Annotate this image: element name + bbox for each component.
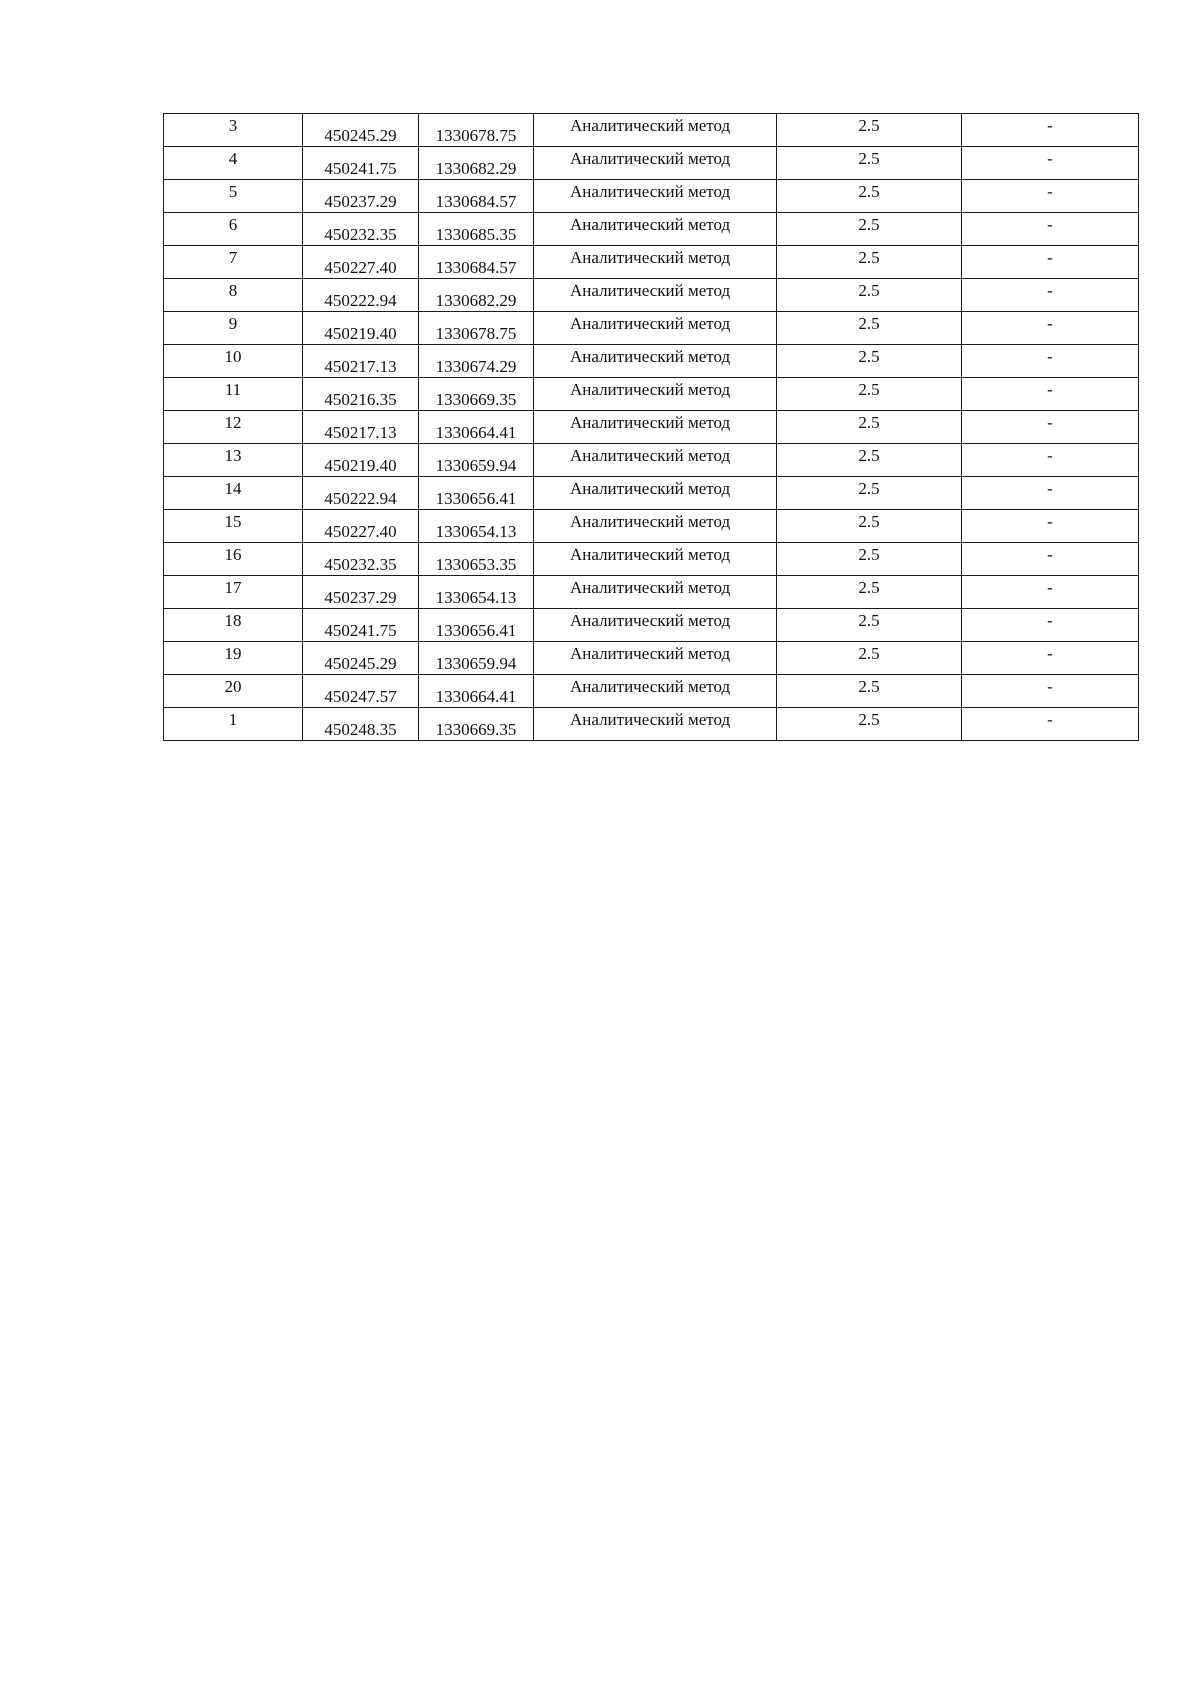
point-number-cell: 16: [164, 543, 303, 576]
x-coordinate-cell: 450227.40: [303, 510, 419, 543]
method-cell: Аналитический метод: [534, 510, 777, 543]
method-cell: Аналитический метод: [534, 345, 777, 378]
y-coordinate-cell: 1330684.57: [419, 180, 534, 213]
y-coordinate-cell: 1330656.41: [419, 609, 534, 642]
y-coordinate-cell: 1330682.29: [419, 279, 534, 312]
table-row: [164, 312, 1139, 345]
table-row: [164, 543, 1139, 576]
table-row: [164, 246, 1139, 279]
table-row: [164, 180, 1139, 213]
x-coordinate-cell: 450245.29: [303, 642, 419, 675]
description-cell: -: [962, 642, 1139, 675]
point-number-cell: 15: [164, 510, 303, 543]
accuracy-cell: 2.5: [777, 576, 962, 609]
table-row: [164, 147, 1139, 180]
method-cell: Аналитический метод: [534, 576, 777, 609]
point-number-cell: 19: [164, 642, 303, 675]
x-coordinate-cell: 450248.35: [303, 708, 419, 741]
method-cell: Аналитический метод: [534, 213, 777, 246]
table-row: [164, 213, 1139, 246]
accuracy-cell: 2.5: [777, 708, 962, 741]
accuracy-cell: 2.5: [777, 246, 962, 279]
accuracy-cell: 2.5: [777, 510, 962, 543]
x-coordinate-cell: 450217.13: [303, 345, 419, 378]
description-cell: -: [962, 180, 1139, 213]
y-coordinate-cell: 1330659.94: [419, 444, 534, 477]
description-cell: -: [962, 444, 1139, 477]
method-cell: Аналитический метод: [534, 246, 777, 279]
point-number-cell: 1: [164, 708, 303, 741]
y-coordinate-cell: 1330684.57: [419, 246, 534, 279]
method-cell: Аналитический метод: [534, 147, 777, 180]
x-coordinate-cell: 450219.40: [303, 312, 419, 345]
accuracy-cell: 2.5: [777, 378, 962, 411]
table-row: [164, 411, 1139, 444]
point-number-cell: 3: [164, 114, 303, 147]
description-cell: -: [962, 147, 1139, 180]
description-cell: -: [962, 675, 1139, 708]
x-coordinate-cell: 450232.35: [303, 213, 419, 246]
table-row: [164, 477, 1139, 510]
y-coordinate-cell: 1330674.29: [419, 345, 534, 378]
description-cell: -: [962, 213, 1139, 246]
accuracy-cell: 2.5: [777, 345, 962, 378]
y-coordinate-cell: 1330669.35: [419, 708, 534, 741]
x-coordinate-cell: 450222.94: [303, 279, 419, 312]
y-coordinate-cell: 1330653.35: [419, 543, 534, 576]
table-row: [164, 576, 1139, 609]
description-cell: -: [962, 411, 1139, 444]
point-number-cell: 12: [164, 411, 303, 444]
x-coordinate-cell: 450247.57: [303, 675, 419, 708]
x-coordinate-cell: 450237.29: [303, 180, 419, 213]
method-cell: Аналитический метод: [534, 609, 777, 642]
x-coordinate-cell: 450227.40: [303, 246, 419, 279]
table-row: [164, 642, 1139, 675]
table-row: [164, 444, 1139, 477]
description-cell: -: [962, 114, 1139, 147]
accuracy-cell: 2.5: [777, 609, 962, 642]
point-number-cell: 17: [164, 576, 303, 609]
y-coordinate-cell: 1330664.41: [419, 675, 534, 708]
point-number-cell: 7: [164, 246, 303, 279]
x-coordinate-cell: 450245.29: [303, 114, 419, 147]
y-coordinate-cell: 1330678.75: [419, 114, 534, 147]
point-number-cell: 18: [164, 609, 303, 642]
method-cell: Аналитический метод: [534, 477, 777, 510]
description-cell: -: [962, 378, 1139, 411]
y-coordinate-cell: 1330669.35: [419, 378, 534, 411]
table-row: [164, 609, 1139, 642]
method-cell: Аналитический метод: [534, 444, 777, 477]
description-cell: -: [962, 543, 1139, 576]
description-cell: -: [962, 510, 1139, 543]
y-coordinate-cell: 1330659.94: [419, 642, 534, 675]
description-cell: -: [962, 477, 1139, 510]
accuracy-cell: 2.5: [777, 114, 962, 147]
accuracy-cell: 2.5: [777, 312, 962, 345]
description-cell: -: [962, 279, 1139, 312]
y-coordinate-cell: 1330685.35: [419, 213, 534, 246]
x-coordinate-cell: 450241.75: [303, 609, 419, 642]
point-number-cell: 5: [164, 180, 303, 213]
method-cell: Аналитический метод: [534, 312, 777, 345]
point-number-cell: 13: [164, 444, 303, 477]
point-number-cell: 20: [164, 675, 303, 708]
point-number-cell: 9: [164, 312, 303, 345]
description-cell: -: [962, 609, 1139, 642]
method-cell: Аналитический метод: [534, 642, 777, 675]
accuracy-cell: 2.5: [777, 675, 962, 708]
y-coordinate-cell: 1330664.41: [419, 411, 534, 444]
method-cell: Аналитический метод: [534, 279, 777, 312]
method-cell: Аналитический метод: [534, 378, 777, 411]
x-coordinate-cell: 450241.75: [303, 147, 419, 180]
method-cell: Аналитический метод: [534, 708, 777, 741]
y-coordinate-cell: 1330678.75: [419, 312, 534, 345]
method-cell: Аналитический метод: [534, 114, 777, 147]
point-number-cell: 14: [164, 477, 303, 510]
accuracy-cell: 2.5: [777, 642, 962, 675]
accuracy-cell: 2.5: [777, 147, 962, 180]
table-row: [164, 345, 1139, 378]
accuracy-cell: 2.5: [777, 444, 962, 477]
accuracy-cell: 2.5: [777, 477, 962, 510]
table-row: [164, 378, 1139, 411]
table-row: [164, 675, 1139, 708]
x-coordinate-cell: 450219.40: [303, 444, 419, 477]
description-cell: -: [962, 576, 1139, 609]
description-cell: -: [962, 345, 1139, 378]
accuracy-cell: 2.5: [777, 543, 962, 576]
table-row: [164, 114, 1139, 147]
table-row: [164, 510, 1139, 543]
point-number-cell: 11: [164, 378, 303, 411]
accuracy-cell: 2.5: [777, 180, 962, 213]
accuracy-cell: 2.5: [777, 279, 962, 312]
x-coordinate-cell: 450217.13: [303, 411, 419, 444]
accuracy-cell: 2.5: [777, 213, 962, 246]
table-row: [164, 708, 1139, 741]
coordinates-table-body: [164, 114, 1139, 741]
accuracy-cell: 2.5: [777, 411, 962, 444]
description-cell: -: [962, 246, 1139, 279]
point-number-cell: 6: [164, 213, 303, 246]
description-cell: -: [962, 708, 1139, 741]
y-coordinate-cell: 1330682.29: [419, 147, 534, 180]
method-cell: Аналитический метод: [534, 543, 777, 576]
point-number-cell: 4: [164, 147, 303, 180]
point-number-cell: 8: [164, 279, 303, 312]
y-coordinate-cell: 1330654.13: [419, 510, 534, 543]
y-coordinate-cell: 1330656.41: [419, 477, 534, 510]
y-coordinate-cell: 1330654.13: [419, 576, 534, 609]
x-coordinate-cell: 450216.35: [303, 378, 419, 411]
method-cell: Аналитический метод: [534, 411, 777, 444]
point-number-cell: 10: [164, 345, 303, 378]
method-cell: Аналитический метод: [534, 675, 777, 708]
x-coordinate-cell: 450222.94: [303, 477, 419, 510]
x-coordinate-cell: 450237.29: [303, 576, 419, 609]
coordinates-table: [163, 113, 1139, 741]
description-cell: -: [962, 312, 1139, 345]
table-row: [164, 279, 1139, 312]
method-cell: Аналитический метод: [534, 180, 777, 213]
x-coordinate-cell: 450232.35: [303, 543, 419, 576]
